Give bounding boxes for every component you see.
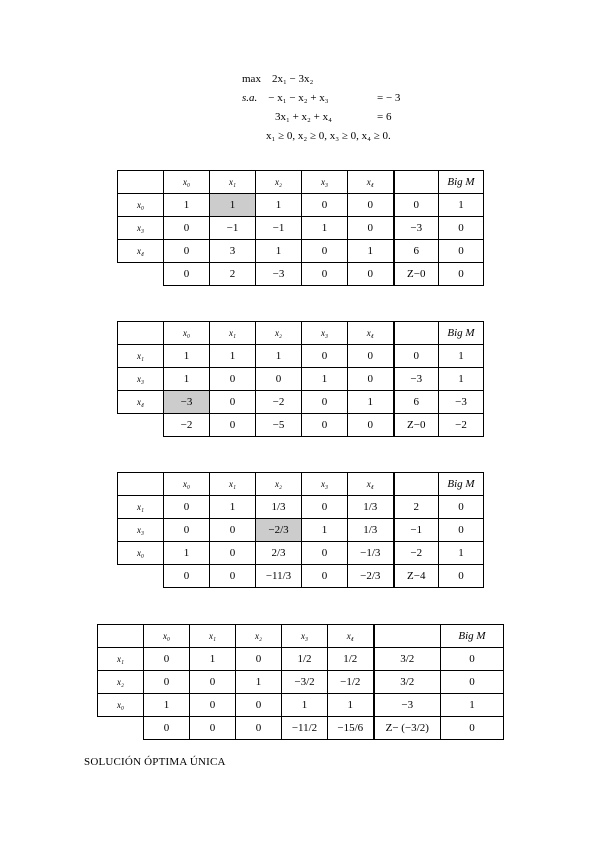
col-header (394, 171, 439, 194)
constraint-2-lhs: 3x₁ + x₂ + x₄ (275, 111, 332, 123)
pivot-cell: −2/3 (256, 519, 302, 542)
cell: 0 (302, 240, 348, 263)
col-header-bigm: Big M (439, 171, 484, 194)
cell: 1 (302, 217, 348, 240)
col-header: x₁ (210, 473, 256, 496)
col-header: x₂ (236, 625, 282, 648)
cell: 0 (302, 194, 348, 217)
cell: −11/3 (256, 565, 302, 588)
cell: 0 (210, 519, 256, 542)
col-header: x₁ (210, 171, 256, 194)
cell: 1 (439, 542, 484, 565)
cell: −5 (256, 414, 302, 437)
corner-cell (118, 473, 164, 496)
cell: −2 (256, 391, 302, 414)
cell: 1 (210, 345, 256, 368)
cell: 0 (190, 694, 236, 717)
row-label: x₀ (118, 194, 164, 217)
cell: −1/2 (328, 671, 374, 694)
col-header: x₂ (256, 473, 302, 496)
cell: 6 (394, 240, 439, 263)
cell: −1/3 (348, 542, 394, 565)
cell: 0 (441, 671, 504, 694)
cell: 0 (439, 217, 484, 240)
cell: 1 (210, 496, 256, 519)
cell: 0 (302, 565, 348, 588)
cell: 0 (348, 414, 394, 437)
header-row (118, 473, 484, 496)
cell: 0 (164, 263, 210, 286)
cell: 1 (302, 519, 348, 542)
cell: 0 (236, 694, 282, 717)
cell: 0 (144, 671, 190, 694)
table-row (118, 345, 484, 368)
table-row (118, 194, 484, 217)
cell: 2 (210, 263, 256, 286)
col-header-bigm: Big M (439, 322, 484, 345)
objective-row (118, 414, 484, 437)
row-label: x₃ (118, 519, 164, 542)
cell: −2/3 (348, 565, 394, 588)
cell: 1 (256, 240, 302, 263)
cell: 1/2 (328, 648, 374, 671)
row-label: x₄ (118, 240, 164, 263)
col-header: x₀ (164, 473, 210, 496)
cell: 0 (394, 345, 439, 368)
cell: 0 (164, 519, 210, 542)
constraint-2-rhs: = 6 (377, 111, 392, 123)
corner-cell (98, 625, 144, 648)
cell: 0 (439, 240, 484, 263)
table-row (118, 391, 484, 414)
col-header-bigm: Big M (441, 625, 504, 648)
cell: 1/3 (348, 496, 394, 519)
simplex-tableau-4 (97, 624, 504, 740)
header-row (118, 171, 484, 194)
cell: 0 (256, 368, 302, 391)
cell: 1 (348, 240, 394, 263)
cell: −1 (210, 217, 256, 240)
col-header (394, 473, 439, 496)
table-row (118, 368, 484, 391)
table-row (98, 671, 504, 694)
cell: 1 (439, 368, 484, 391)
cell: 1 (164, 194, 210, 217)
corner-cell (118, 322, 164, 345)
cell: −3 (394, 368, 439, 391)
empty-label (118, 414, 164, 437)
cell: 3/2 (374, 671, 441, 694)
cell: 0 (164, 240, 210, 263)
nonnegativity: x₁ ≥ 0, x₂ ≥ 0, x₃ ≥ 0, x₄ ≥ 0. (266, 130, 391, 142)
pivot-cell: 1 (210, 194, 256, 217)
constraint-1-lhs: − x₁ − x₂ + x₃ (268, 92, 329, 104)
cell: −15/6 (328, 717, 374, 740)
col-header: x₄ (348, 473, 394, 496)
cell: 1/3 (256, 496, 302, 519)
subject-to-label: s.a. (242, 92, 258, 104)
cell: −2 (439, 414, 484, 437)
cell: 1 (441, 694, 504, 717)
row-label: x₀ (98, 694, 144, 717)
col-header: x₄ (348, 322, 394, 345)
cell: 0 (441, 648, 504, 671)
cell: 0 (210, 542, 256, 565)
row-label: x₁ (118, 345, 164, 368)
cell: Z−0 (394, 414, 439, 437)
cell: 0 (439, 263, 484, 286)
simplex-tableau-2 (117, 321, 484, 437)
col-header: x₂ (256, 171, 302, 194)
cell: −3 (374, 694, 441, 717)
cell: 1 (164, 368, 210, 391)
cell: −3 (394, 217, 439, 240)
cell: 1 (236, 671, 282, 694)
cell: 0 (190, 671, 236, 694)
cell: 0 (236, 717, 282, 740)
col-header (374, 625, 441, 648)
simplex-tableau-3 (117, 472, 484, 588)
cell: 1 (256, 194, 302, 217)
cell: 0 (144, 717, 190, 740)
objective-row (118, 565, 484, 588)
col-header: x₃ (302, 171, 348, 194)
empty-label (98, 717, 144, 740)
col-header: x₃ (302, 473, 348, 496)
cell: −1 (256, 217, 302, 240)
table-row (118, 240, 484, 263)
cell: 1 (439, 345, 484, 368)
cell: 3 (210, 240, 256, 263)
cell: 0 (302, 391, 348, 414)
cell: 0 (236, 648, 282, 671)
cell: 0 (302, 542, 348, 565)
cell: 0 (164, 565, 210, 588)
col-header: x₀ (164, 171, 210, 194)
cell: 1 (164, 542, 210, 565)
cell: 1 (282, 694, 328, 717)
row-label: x₃ (118, 217, 164, 240)
row-label: x₃ (118, 368, 164, 391)
cell: 0 (302, 496, 348, 519)
cell: 6 (394, 391, 439, 414)
conclusion-text: SOLUCIÓN ÓPTIMA ÚNICA (84, 756, 226, 768)
pivot-cell: −3 (164, 391, 210, 414)
cell: 0 (439, 519, 484, 542)
cell: −3 (439, 391, 484, 414)
table-row (98, 694, 504, 717)
cell: 0 (210, 565, 256, 588)
cell: −2 (164, 414, 210, 437)
cell: 0 (441, 717, 504, 740)
cell: 0 (348, 217, 394, 240)
col-header: x₁ (210, 322, 256, 345)
cell: 0 (302, 345, 348, 368)
col-header (394, 322, 439, 345)
empty-label (118, 565, 164, 588)
row-label: x₁ (98, 648, 144, 671)
row-label: x₀ (118, 542, 164, 565)
col-header-bigm: Big M (439, 473, 484, 496)
col-header: x₀ (144, 625, 190, 648)
cell: −3/2 (282, 671, 328, 694)
row-label: x₄ (118, 391, 164, 414)
col-header: x₄ (348, 171, 394, 194)
table-row (118, 519, 484, 542)
col-header: x₂ (256, 322, 302, 345)
cell: 0 (348, 263, 394, 286)
table-row (118, 217, 484, 240)
cell: 0 (190, 717, 236, 740)
simplex-tableau-1 (117, 170, 484, 286)
cell: 1 (348, 391, 394, 414)
cell: 3/2 (374, 648, 441, 671)
cell: 1 (256, 345, 302, 368)
col-header: x₄ (328, 625, 374, 648)
cell: 1 (190, 648, 236, 671)
cell: 0 (302, 263, 348, 286)
cell: −2 (394, 542, 439, 565)
objective-row (98, 717, 504, 740)
cell: −3 (256, 263, 302, 286)
col-header: x₃ (282, 625, 328, 648)
cell: −11/2 (282, 717, 328, 740)
table-row (98, 648, 504, 671)
cell: 0 (164, 496, 210, 519)
cell: 0 (164, 217, 210, 240)
corner-cell (118, 171, 164, 194)
cell: 1 (302, 368, 348, 391)
cell: 0 (348, 345, 394, 368)
cell: Z−0 (394, 263, 439, 286)
cell: 1 (144, 694, 190, 717)
cell: 0 (348, 194, 394, 217)
objective-label: max (242, 73, 261, 85)
cell: −1 (394, 519, 439, 542)
cell: 1 (164, 345, 210, 368)
cell: Z−4 (394, 565, 439, 588)
cell: 0 (210, 414, 256, 437)
cell: 0 (394, 194, 439, 217)
cell: 0 (348, 368, 394, 391)
cell: 1 (439, 194, 484, 217)
cell: 1/2 (282, 648, 328, 671)
cell: 1/3 (348, 519, 394, 542)
objective-function: 2x₁ − 3x₂ (271, 73, 314, 85)
col-header: x₀ (164, 322, 210, 345)
cell: 0 (210, 391, 256, 414)
cell: 1 (328, 694, 374, 717)
row-label: x₁ (118, 496, 164, 519)
cell: 2 (394, 496, 439, 519)
cell: 2/3 (256, 542, 302, 565)
col-header: x₁ (190, 625, 236, 648)
cell: 0 (439, 496, 484, 519)
cell: 0 (302, 414, 348, 437)
cell: Z− (−3/2) (374, 717, 441, 740)
table-row (118, 496, 484, 519)
cell: 0 (439, 565, 484, 588)
cell: 0 (210, 368, 256, 391)
constraint-1-rhs: = − 3 (377, 92, 401, 104)
objective-row (118, 263, 484, 286)
table-row (118, 542, 484, 565)
cell: 0 (144, 648, 190, 671)
header-row (118, 322, 484, 345)
row-label: x₂ (98, 671, 144, 694)
empty-label (118, 263, 164, 286)
col-header: x₃ (302, 322, 348, 345)
header-row (98, 625, 504, 648)
